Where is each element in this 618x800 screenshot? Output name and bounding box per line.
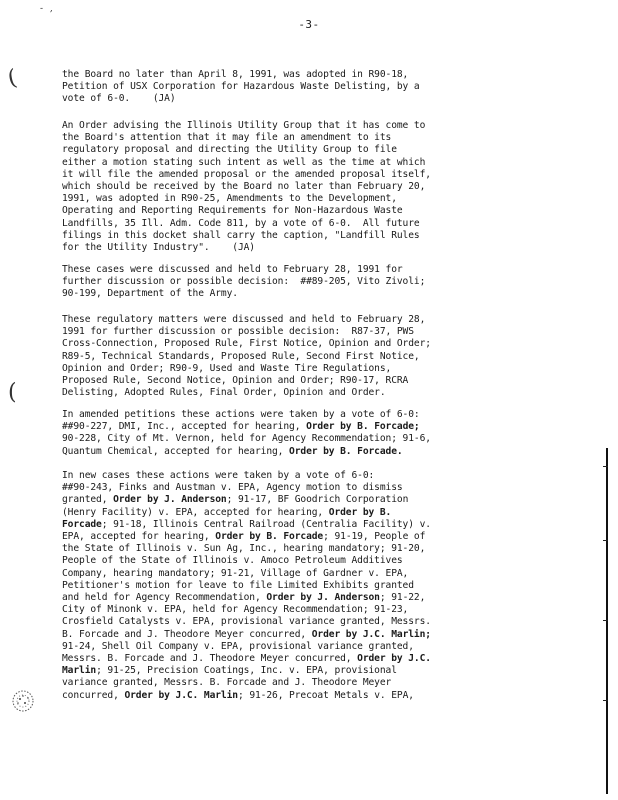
text-line: Forcade; 91-18, Illinois Central Railroad (Centralia Facility) v. [62,518,431,530]
text-line: Proposed Rule, Second Notice, Opinion and Order; R90-17, RCRA [62,375,409,387]
text-line: People of the State of Illinois v. Amoco Petroleum Additives [62,555,403,567]
paragraph-cases-held [62,264,532,301]
scan-edge-tick [603,466,608,467]
text-line: Company, hearing mandatory; 91-21, Village of Gardner v. EPA, [62,567,409,579]
paragraph-amended-petitions [62,409,532,458]
text-line: Crosfield Catalysts v. EPA, provisional variance granted, Messrs. [62,616,431,628]
text-line: regulatory proposal and directing the Utility Group to file [62,144,397,156]
text-line: variance granted, Messrs. B. Forcade and J. Theodore Meyer [62,677,392,689]
text-line: concurred, Order by J.C. Marlin; 91-26, Precoat Metals v. EPA, [62,689,414,701]
scan-edge-line [606,448,608,794]
text-line: the Board no later than April 8, 1991, was adopted in R90-18, [62,69,409,80]
text-line: These regulatory matters were discussed and held to February 28, [62,314,426,325]
scan-edge-tick [603,700,608,701]
text-line: Delisting, Adopted Rules, Final Order, Opinion and Order. [62,387,386,399]
text-line: 91-24, Shell Oil Company v. EPA, provisional variance granted, [62,640,414,652]
text-line: An Order advising the Illinois Utility Group that it has come to [62,120,426,131]
paragraph-utility-group-order [62,120,532,254]
text-line: Quantum Chemical, accepted for hearing, Order by B. Forcade. [62,445,403,457]
header-scan-mark: - , [40,4,55,14]
text-line: further discussion or possible decision: ##89-205, Vito Zivoli; [62,276,426,288]
text-line: Opinion and Order; R90-9, Used and Waste Tire Regulations, [62,362,392,374]
text-line: EPA, accepted for hearing, Order by B. Forcade; 91-19, People of [62,531,426,543]
paragraph-new-cases [62,470,532,702]
text-line: ##90-243, Finks and Austman v. EPA, Agency motion to dismiss [62,482,403,494]
text-line: it will file the amended proposal or the amended proposal itself, [62,168,431,180]
text-line: 90-199, Department of the Army. [62,288,238,300]
text-line: Operating and Reporting Requirements for Non-Hazardous Waste [62,205,403,217]
text-line: R89-5, Technical Standards, Proposed Rule, Second First Notice, [62,350,420,362]
text-line: Petitioner's motion for leave to file Limited Exhibits granted [62,579,414,591]
text-line: vote of 6-0. (JA) [62,93,176,105]
text-line: In amended petitions these actions were taken by a vote of 6-0: [62,409,420,420]
text-line: 1991, was adopted in R90-25, Amendments to the Development, [62,193,397,205]
text-line: ##90-227, DMI, Inc., accepted for hearing, Order by B. Forcade; [62,421,420,433]
text-line: the Board's attention that it may file an amendment to its [62,132,392,144]
text-line: 1991 for further discussion or possible decision: R87-37, PWS [62,326,414,338]
text-line: filings in this docket shall carry the caption, "Landfill Rules [62,229,420,241]
scan-hole-punch-mark [10,688,36,714]
text-line: Cross-Connection, Proposed Rule, First Notice, Opinion and Order; [62,338,431,350]
text-line: City of Minonk v. EPA, held for Agency Recommendation; 91-23, [62,604,409,616]
paragraph-regulatory-matters-held [62,314,532,399]
text-line: granted, Order by J. Anderson; 91-17, BF Goodrich Corporation [62,494,409,506]
text-line: the State of Illinois v. Sun Ag, Inc., hearing mandatory; 91-20, [62,543,426,555]
text-line: B. Forcade and J. Theodore Meyer concurred, Order by J.C. Marlin; [62,628,431,640]
text-line: for the Utility Industry". (JA) [62,242,255,254]
paragraph-usx-delisting [62,69,532,106]
page-number: -3- [298,18,320,31]
scan-edge-tick [603,540,608,541]
text-line: and held for Agency Recommendation, Order by J. Anderson; 91-22, [62,592,426,604]
text-line: which should be received by the Board no later than February 20, [62,181,426,193]
text-line: (Henry Facility) v. EPA, accepted for hearing, Order by B. [62,506,392,518]
text-line: Petition of USX Corporation for Hazardous Waste Delisting, by a [62,81,420,93]
text-line: Marlin; 91-25, Precision Coatings, Inc. v. EPA, provisional [62,665,397,677]
margin-bracket-mark: ( [5,65,20,92]
margin-bracket-mark: ( [8,380,17,405]
text-line: 90-228, City of Mt. Vernon, held for Agency Recommendation; 91-6, [62,433,431,445]
text-line: These cases were discussed and held to February 28, 1991 for [62,264,403,275]
text-line: Messrs. B. Forcade and J. Theodore Meyer concurred, Order by J.C. [62,653,431,665]
text-line: Landfills, 35 Ill. Adm. Code 811, by a vote of 6-0. All future [62,217,420,229]
scan-edge-tick [603,620,608,621]
text-line: either a motion stating such intent as well as the time at which [62,156,426,168]
text-line: In new cases these actions were taken by a vote of 6-0: [62,470,375,481]
